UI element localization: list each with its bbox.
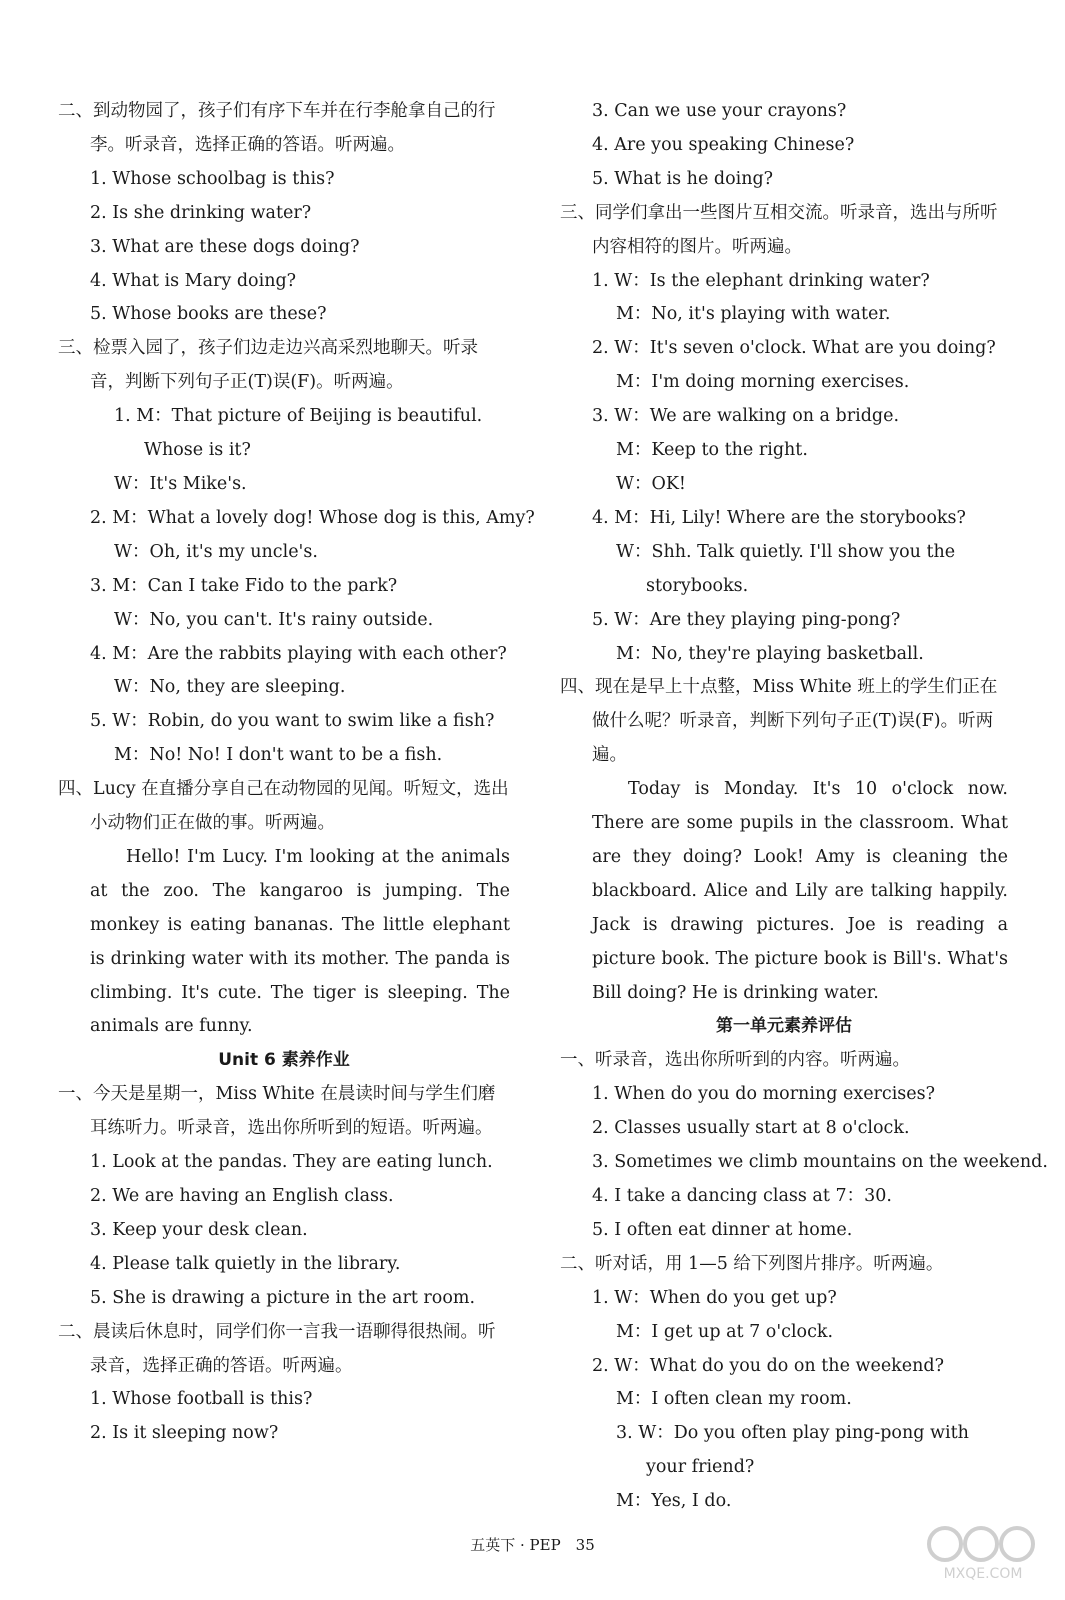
dialogue-line: W：OK!	[616, 473, 686, 494]
question-line: 5. W：Robin, do you want to swim like a fish?	[90, 711, 495, 732]
question-line: 1. Whose football is this?	[90, 1389, 313, 1410]
watermark-logo	[923, 1520, 1043, 1582]
section-heading: 四、现在是早上十点整，Miss White 班上的学生们正在做什么呢？听录音，判断下列句子正(T)误(F)。听两遍。	[560, 677, 998, 766]
question-line: 3. Keep your desk clean.	[90, 1219, 308, 1240]
question-line: 2. Classes usually start at 8 o'clock.	[592, 1118, 910, 1139]
question-line: W：Shh. Talk quietly. I'll show you the storybooks.	[616, 541, 956, 596]
dialogue-line: M：I get up at 7 o'clock.	[616, 1321, 834, 1342]
question-line: 3. W：We are walking on a bridge.	[592, 406, 900, 427]
question-line: 4. I take a dancing class at 7：30.	[592, 1186, 892, 1206]
question-line: 2. Is she drinking water?	[90, 202, 312, 223]
section-heading: 四、Lucy 在直播分享自己在动物园的见闻。听短文，选出小动物们正在做的事。听两遍。	[58, 779, 509, 834]
question-line: 1. Look at the pandas. They are eating lunch.	[90, 1152, 493, 1173]
section-heading: 三、检票入园了，孩子们边走边兴高采烈地聊天。听录音，判断下列句子正(T)误(F)。听两遍。	[58, 338, 478, 393]
passage-paragraph: Hello! I'm Lucy. I'm looking at the animals at the zoo. The kangaroo is jumping. The monkey is eating bananas. The little elephant is drinking water with its mother. The panda is climbing. It's cute. The tiger is sleeping. The animals are funny.	[90, 846, 510, 1037]
page-footer: 五英下 · PEP 35	[470, 1536, 595, 1554]
question-line: 5. I often eat dinner at home.	[592, 1219, 853, 1240]
dialogue-line: W：Oh, it's my uncle's.	[114, 541, 318, 562]
question-line: 1. W：Is the elephant drinking water?	[592, 270, 930, 291]
right-column	[560, 95, 1048, 1519]
dialogue-line: W：No, you can't. It's rainy outside.	[114, 609, 434, 630]
section-heading: 三、同学们拿出一些图片互相交流。听录音，选出与所听内容相符的图片。听两遍。	[560, 202, 998, 257]
question-line: 2. We are having an English class.	[90, 1186, 394, 1206]
question-line: 3. What are these dogs doing?	[90, 236, 360, 257]
question-line: 5. Whose books are these?	[90, 304, 327, 325]
question-line: 5. She is drawing a picture in the art room.	[90, 1287, 476, 1308]
question-line: 2. W：It's seven o'clock. What are you doing?	[592, 338, 996, 359]
question-line: 2. Is it sleeping now?	[90, 1423, 279, 1444]
question-line: 3. M：Can I take Fido to the park?	[90, 575, 398, 596]
dialogue-line: M：Keep to the right.	[616, 440, 808, 461]
dialogue-line: M：I'm doing morning exercises.	[616, 372, 910, 393]
dialogue-line: M：No, they're playing basketball.	[616, 643, 924, 664]
question-line: 3. Sometimes we climb mountains on the weekend.	[592, 1152, 1048, 1173]
question-line: 1. W：When do you get up?	[592, 1287, 837, 1308]
dialogue-line: W：No, they are sleeping.	[114, 677, 346, 698]
section-heading: 二、听对话，用 1—5 给下列图片排序。听两遍。	[560, 1253, 944, 1274]
svg-text:MXQE.COM: MXQE.COM	[943, 1566, 1023, 1582]
dialogue-line: M：No, it's playing with water.	[616, 304, 891, 325]
question-line: 1. When do you do morning exercises?	[592, 1084, 936, 1105]
dialogue-line: M：No! No! I don't want to be a fish.	[114, 745, 443, 766]
left-column	[58, 95, 535, 1451]
question-line: 3. Can we use your crayons?	[592, 101, 847, 121]
question-line: 5. W：Are they playing ping-pong?	[592, 609, 901, 630]
question-line: 4. Are you speaking Chinese?	[592, 134, 855, 155]
question-line: 4. Please talk quietly in the library.	[90, 1253, 401, 1274]
question-line: 4. M：Hi, Lily! Where are the storybooks?	[592, 507, 966, 528]
section-heading: 一、听录音，选出你所听到的内容。听两遍。	[560, 1050, 910, 1071]
question-line: 5. What is he doing?	[592, 168, 774, 189]
question-line: 2. W：What do you do on the weekend?	[592, 1355, 944, 1376]
question-line: 4. M：Are the rabbits playing with each other?	[90, 643, 507, 664]
dialogue-line: W：It's Mike's.	[114, 473, 247, 494]
unit-title: 第一单元素养评估	[716, 1016, 852, 1037]
question-line: 1. Whose schoolbag is this?	[90, 168, 335, 189]
section-heading: 一、今天是星期一，Miss White 在晨读时间与学生们磨耳练听力。听录音，选出你所听到的短语。听两遍。	[58, 1084, 496, 1139]
question-line: 4. What is Mary doing?	[90, 270, 297, 291]
dialogue-line: M：Yes, I do.	[616, 1491, 732, 1512]
dialogue-line: M：I often clean my room.	[616, 1389, 852, 1410]
section-heading: 二、到动物园了，孩子们有序下车并在行李舱拿自己的行李。听录音，选择正确的答语。听两遍。	[58, 101, 496, 155]
question-line: 1. M：That picture of Beijing is beautiful. Whose is it?	[114, 406, 483, 461]
section-heading: 二、晨读后休息时，同学们你一言我一语聊得很热闹。听录音，选择正确的答语。听两遍。	[58, 1321, 496, 1376]
passage-paragraph: Today is Monday. It's 10 o'clock now. There are some pupils in the classroom. What are they doing? Look! Amy is cleaning the blackboard. Alice and Lily are talking happily. Jack is drawing pictures. Joe is reading a picture book. The picture book is Bill's. What's Bill doing? He is drinking water.	[592, 779, 1008, 1003]
unit-title: Unit 6 素养作业	[218, 1050, 350, 1071]
question-line: 3. W：Do you often play ping-pong with your friend?	[616, 1423, 969, 1478]
question-line: 2. M：What a lovely dog! Whose dog is this, Amy?	[90, 507, 535, 528]
